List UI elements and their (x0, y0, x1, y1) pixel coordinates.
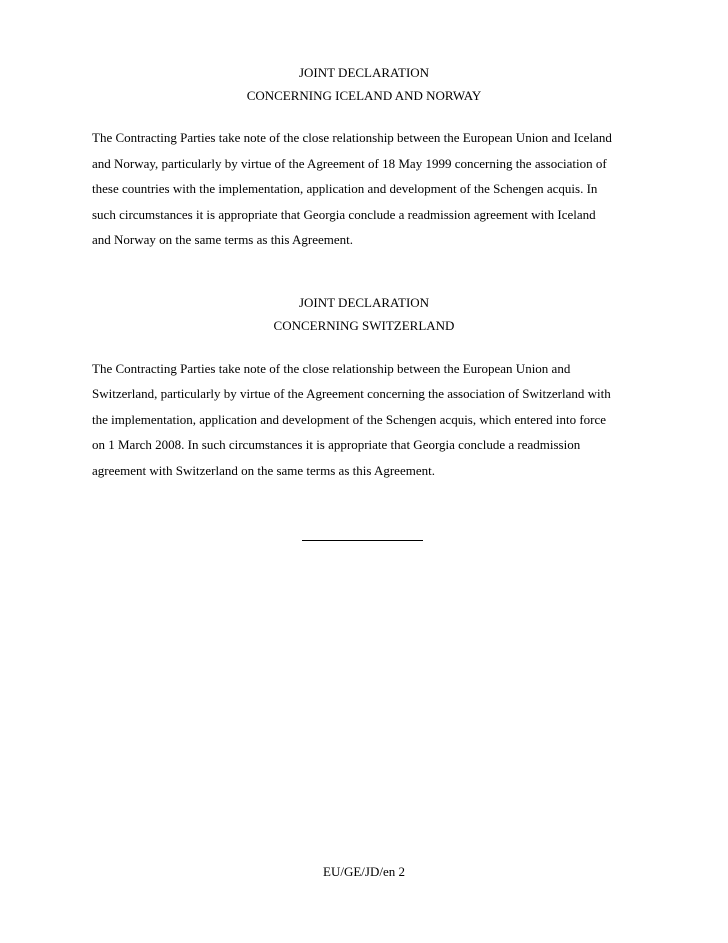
declaration-1-line: and Norway, particularly by virtue of the Agreement of 18 May 1999 concerning the association of (92, 156, 607, 171)
declaration-2-line: agreement with Switzerland on the same terms as this Agreement. (92, 463, 435, 478)
declaration-2-line: on 1 March 2008. In such circumstances it is appropriate that Georgia conclude a readmission (92, 437, 581, 452)
declaration-1-line: these countries with the implementation, application and development of the Schengen acquis. In (92, 181, 598, 196)
declaration-2-line: Switzerland, particularly by virtue of the Agreement concerning the association of Switzerland with (92, 386, 611, 401)
declaration-1-line: such circumstances it is appropriate that Georgia conclude a readmission agreement with Iceland (92, 207, 596, 222)
declaration-2-subheading: CONCERNING SWITZERLAND (273, 318, 455, 333)
declaration-1-heading: JOINT DECLARATION (298, 65, 430, 80)
declaration-2-line: The Contracting Parties take note of the close relationship between the European Union and (92, 361, 571, 376)
declaration-1-subheading: CONCERNING ICELAND AND NORWAY (246, 88, 482, 103)
declaration-1-line: and Norway on the same terms as this Agreement. (92, 232, 354, 247)
declaration-2-heading: JOINT DECLARATION (298, 295, 430, 310)
declaration-1-line: The Contracting Parties take note of the close relationship between the European Union and Iceland (92, 130, 612, 145)
footer-reference: EU/GE/JD/en 2 (323, 864, 405, 879)
declaration-2-line: the implementation, application and development of the Schengen acquis, which entered into force (92, 412, 607, 427)
end-of-text-rule (302, 540, 423, 541)
